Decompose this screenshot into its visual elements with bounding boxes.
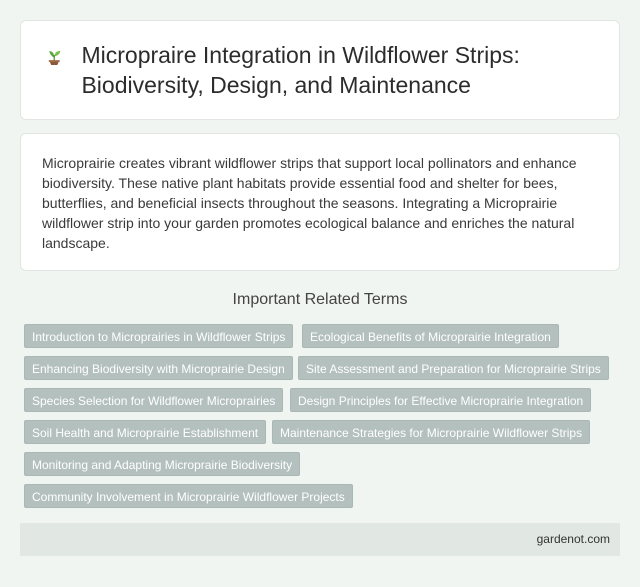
- related-terms-heading: Important Related Terms: [232, 291, 408, 308]
- intro-card: [20, 133, 620, 271]
- intro-text: Microprairie creates vibrant wildflower strips that support local pollinators and enhance biodiversity. These native plant habitats provide essential food and shelter for bees, butterflies, and beneficial insects throughout the seasons. Integrating a Microprairie wildflower strip into your garden promotes ecological balance and enriches the natural landscape.: [42, 155, 577, 251]
- tag-monitoring[interactable]: Monitoring and Adapting Microprairie Biodiversity: [24, 452, 300, 476]
- page-title: Micropraire Integration in Wildflower Strips: Biodiversity, Design, and Maintenance: [81, 42, 520, 98]
- tag-soil-health[interactable]: Soil Health and Microprairie Establishment: [24, 420, 266, 444]
- footer: [20, 523, 620, 556]
- header-inner: [45, 40, 595, 100]
- footer-site-link[interactable]: gardenot.com: [536, 532, 610, 546]
- tag-species-selection[interactable]: Species Selection for Wildflower Microprairies: [24, 388, 283, 412]
- tag-site-assessment[interactable]: Site Assessment and Preparation for Microprairie Strips: [298, 356, 609, 380]
- tag-ecological-benefits[interactable]: Ecological Benefits of Microprairie Integration: [302, 324, 559, 348]
- tag-community-involvement[interactable]: Community Involvement in Microprairie Wildflower Projects: [24, 484, 353, 508]
- tag-maintenance-strategies[interactable]: Maintenance Strategies for Microprairie Wildflower Strips: [272, 420, 590, 444]
- header-card: [20, 20, 620, 120]
- tag-design-principles[interactable]: Design Principles for Effective Microprairie Integration: [290, 388, 591, 412]
- tag-introduction[interactable]: Introduction to Microprairies in Wildflower Strips: [24, 324, 293, 348]
- tag-enhancing-biodiversity[interactable]: Enhancing Biodiversity with Microprairie Design: [24, 356, 293, 380]
- sprout-icon: [45, 42, 63, 72]
